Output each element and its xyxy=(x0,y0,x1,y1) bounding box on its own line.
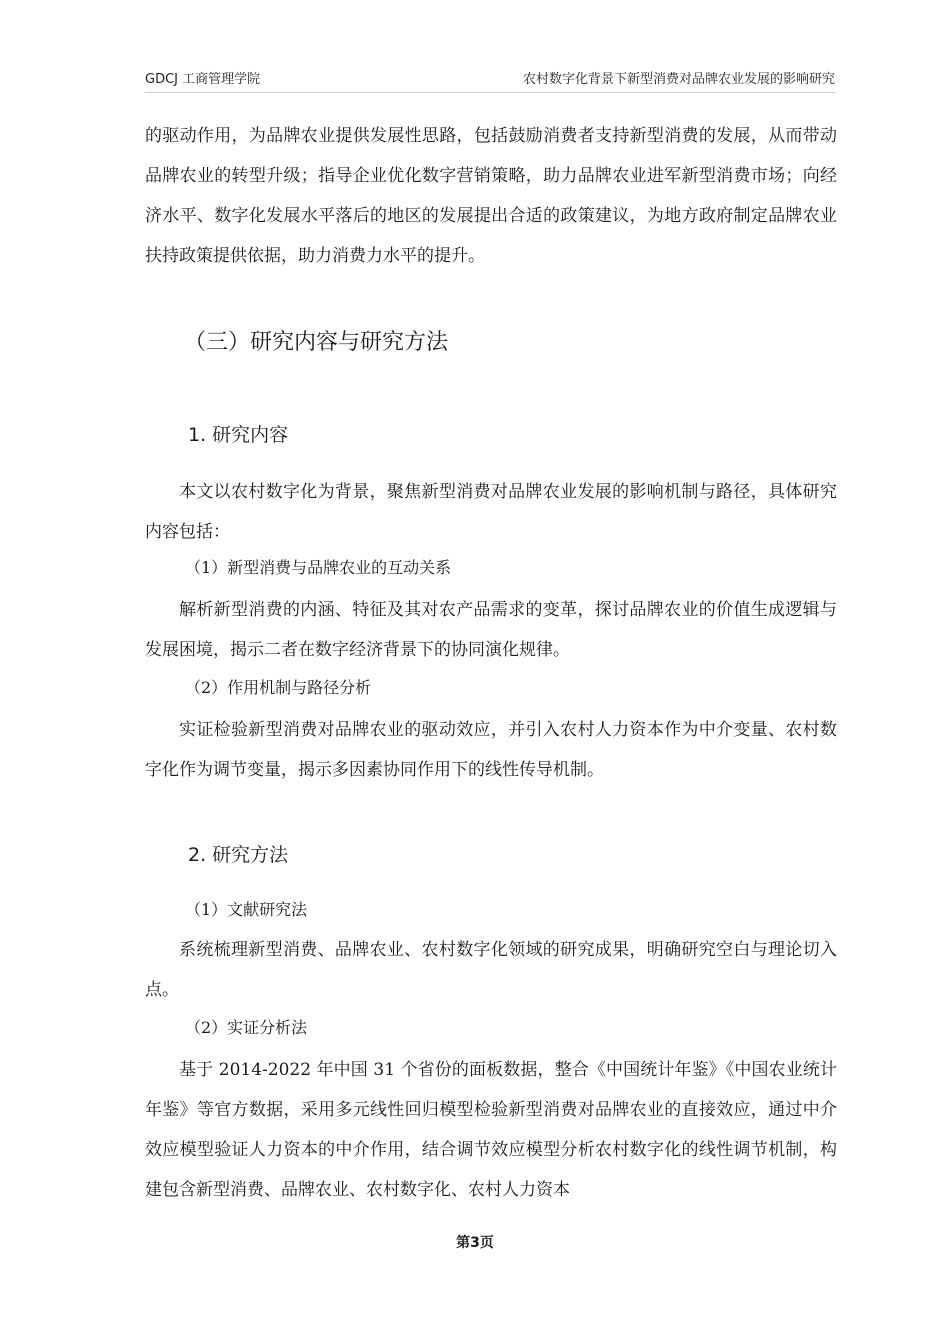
page-header xyxy=(145,62,835,93)
section-title: （三）研究内容与研究方法 xyxy=(184,330,449,355)
content-item2-title: （2）作用机制与路径分析 xyxy=(185,678,372,697)
research-content-intro: 本文以农村数字化为背景，聚焦新型消费对品牌农业发展的影响机制与路径，具体研究内容包括： xyxy=(145,482,837,542)
content-item1-title: （1）新型消费与品牌农业的互动关系 xyxy=(185,558,452,577)
content-item1-text: 解析新型消费的内涵、特征及其对农产品需求的变革，探讨品牌农业的价值生成逻辑与发展困境，揭示二者在数字经济背景下的协同演化规律。 xyxy=(145,600,837,660)
header-paper-title: 农村数字化背景下新型消费对品牌农业发展的影响研究 xyxy=(522,72,835,87)
page-number: 第3页 xyxy=(456,1235,494,1251)
method-item1-title: （1）文献研究法 xyxy=(185,900,308,919)
content-item2-text: 实证检验新型消费对品牌农业的驱动效应，并引入农村人力资本作为中介变量、农村数字化作为调节变量，揭示多因素协同作用下的线性传导机制。 xyxy=(145,720,837,780)
intro-paragraph: 的驱动作用，为品牌农业提供发展性思路，包括鼓励消费者支持新型消费的发展，从而带动品牌农业的转型升级；指导企业优化数字营销策略，助力品牌农业进军新型消费市场；向经济水平、数字化发展水平落后的地区的发展提出合适的政策建议，为地方政府制定品牌农业扶持政策提供依据，助力消费力水平的提升。 xyxy=(145,126,837,266)
header-institution: GDCJ 工商管理学院 xyxy=(145,72,261,87)
method-item2-title: （2）实证分析法 xyxy=(185,1018,308,1037)
research-content-heading: 1. 研究内容 xyxy=(188,424,289,446)
research-method-heading: 2. 研究方法 xyxy=(188,844,289,866)
method-item2-text: 基于 2014-2022 年中国 31 个省份的面板数据，整合《中国统计年鉴》《中国农业统计年鉴》等官方数据，采用多元线性回归模型检验新型消费对品牌农业的直接效应，通过中介效应模型验证人力资本的中介作用，结合调节效应模型分析农村数字化的线性调节机制，构建包含新型消费、品牌农业、农村数字化、农村人力资本 xyxy=(145,1060,837,1200)
method-item1-text: 系统梳理新型消费、品牌农业、农村数字化领域的研究成果，明确研究空白与理论切入点。 xyxy=(145,940,837,1000)
